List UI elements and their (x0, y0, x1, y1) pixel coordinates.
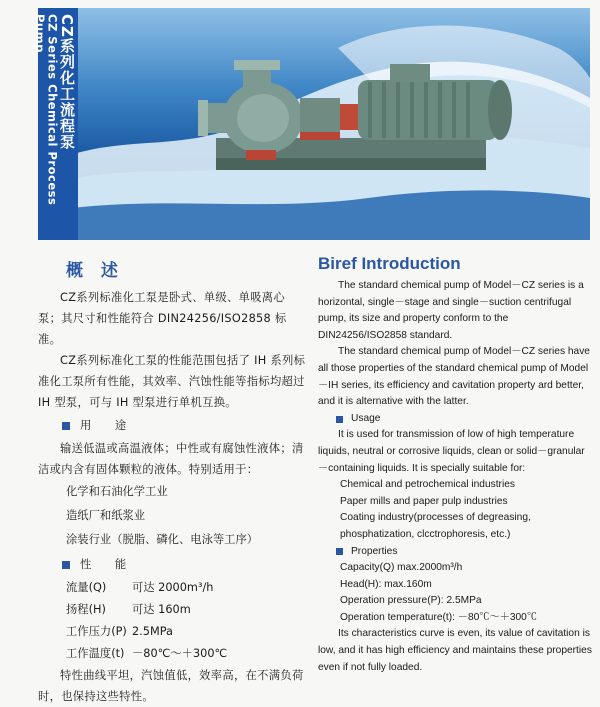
chinese-column (38, 248, 306, 707)
pump-illustration (38, 8, 590, 240)
performance-heading: 性 能 (62, 554, 306, 575)
square-bullet-icon (336, 548, 343, 555)
overview-paragraph-2: CZ系列标准化工泵的性能范围包括了 IH 系列标准化工泵所有性能，其效率、汽蚀性能等指标均超过 IH 型泵，可与 IH 型泵进行单机互换。 (38, 354, 306, 409)
usage-item: 造纸厂和纸浆业 (66, 509, 146, 522)
overview-paragraph-1: CZ系列标准化工泵是卧式、单级、单吸离心泵；其尺寸和性能符合 DIN24256/ISO2858 标准。 (38, 291, 287, 346)
spec-row-en: Capacity(Q) max.2000m³/h (340, 562, 463, 574)
spec-row: 工作压力(P) 2.5MPa (66, 625, 173, 638)
usage-item-en: Coating industry(processes of degreasing, phosphatization, clcctrophoresis, etc.) (340, 512, 531, 540)
usage-paragraph: 输送低温或高温液体；中性或有腐蚀性液体；清洁或内含有固体颗粒的液体。特别适用于： (38, 442, 304, 476)
title-cn: CZ系列化工流程泵 (58, 14, 76, 150)
spec-row-en: Operation pressure(P): 2.5MPa (340, 595, 482, 607)
vertical-title (33, 14, 76, 234)
usage-item-en: Paper mills and paper pulp industries (340, 495, 508, 507)
properties-heading-en: Properties (336, 544, 594, 561)
english-column (318, 248, 594, 676)
spec-row-en: Head(H): max.160m (340, 578, 432, 590)
spec-row: 流量(Q) 可达 2000m³/h (66, 581, 214, 594)
usage-item-en: Chemical and petrochemical industries (340, 479, 515, 491)
square-bullet-icon (62, 561, 70, 569)
usage-item: 涂装行业（脱脂、磷化、电泳等工序） (66, 533, 259, 546)
spec-row-en: Operation temperature(t): －80℃～＋300℃ (340, 611, 538, 623)
intro-heading: Biref Introduction (318, 254, 461, 273)
overview-heading: 概 述 (66, 261, 124, 281)
usage-heading-en: Usage (336, 411, 594, 428)
spec-row: 工作温度(t) －80℃～＋300℃ (66, 647, 228, 660)
header-banner (38, 8, 590, 240)
usage-item: 化学和石油化学工业 (66, 485, 168, 498)
usage-paragraph-en: It is used for transmission of low of high temperature liquids, neutral or corrosive liquids, clean or solid－granular－containing liquids. It is specially suitable for: (318, 429, 585, 474)
properties-paragraph-en: Its characteristics curve is even, its value of cavitation is low, and it has high efficiency and maintains these properties even if not fully loaded. (318, 628, 592, 673)
spec-row: 扬程(H) 可达 160m (66, 603, 191, 616)
usage-heading: 用 途 (62, 415, 306, 436)
title-en: CZ Series Chemical Process Pump (33, 14, 60, 206)
square-bullet-icon (336, 416, 343, 423)
intro-paragraph-2: The standard chemical pump of Model－CZ series have all those properties of the standard chemical pump of Model－IH series, its efficiency and cavitation property ard better, and it is alternative with the latter. (318, 346, 590, 408)
square-bullet-icon (62, 422, 70, 430)
intro-paragraph-1: The standard chemical pump of Model－CZ series is a horizontal, single－stage and single－suction centrifugal pump, its size and property conform to the DIN24256/ISO2858 standard. (318, 280, 584, 341)
performance-paragraph: 特性曲线平坦，汽蚀值低，效率高，在不满负荷时，也保持这些特性。 (38, 669, 304, 703)
